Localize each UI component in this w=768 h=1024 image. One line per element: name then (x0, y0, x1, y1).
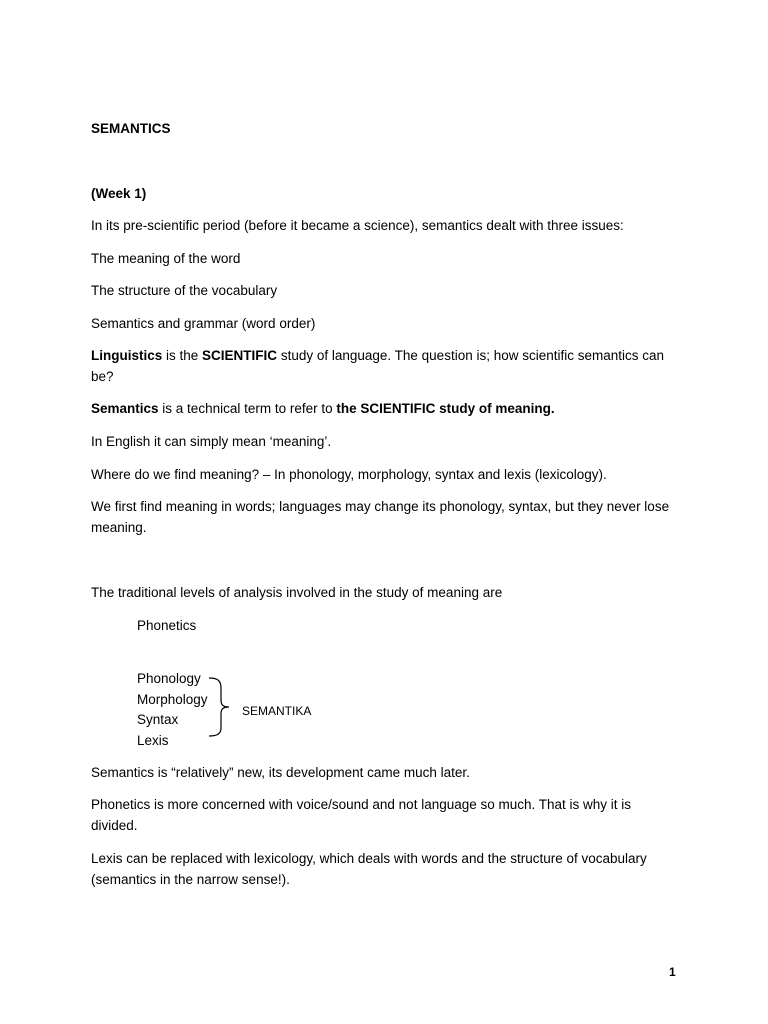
semantics-text-mid: is a technical term to refer to (158, 401, 337, 416)
linguistics-term: Linguistics (91, 348, 163, 363)
level-morphology: Morphology (137, 692, 208, 707)
issue-item: Semantics and grammar (word order) (91, 316, 316, 331)
lexis-replaced-paragraph: Lexis can be replaced with lexicology, which deals with words and the structure of vocabulary (semantics in the narrow sense!). (91, 851, 647, 887)
semantics-definition-paragraph (91, 398, 681, 419)
traditional-levels-paragraph: The traditional levels of analysis involved in the study of meaning are (91, 585, 503, 600)
curly-brace-icon (207, 672, 237, 742)
semantika-label: SEMANTIKA (242, 704, 312, 718)
level-phonetics: Phonetics (137, 618, 197, 633)
intro-paragraph: In its pre-scientific period (before it became a science), semantics dealt with three issues: (91, 218, 624, 233)
first-find-paragraph: We first find meaning in words; languages may change its phonology, syntax, but they never lose meaning. (91, 499, 670, 535)
document-title: SEMANTICS (91, 121, 171, 136)
where-meaning-paragraph: Where do we find meaning? – In phonology, morphology, syntax and lexis (lexicology). (91, 467, 607, 482)
semantics-term: Semantics (91, 401, 159, 416)
level-lexis: Lexis (137, 733, 169, 748)
week-heading: (Week 1) (91, 186, 147, 201)
page-number: 1 (669, 965, 676, 979)
linguistics-text-rest: study of language. The question is; how scientific semantics can be? (91, 348, 665, 384)
level-phonology: Phonology (137, 671, 201, 686)
linguistics-paragraph (91, 345, 681, 387)
semantics-bold-phrase: the SCIENTIFIC study of meaning. (336, 401, 555, 416)
linguistics-scientific: SCIENTIFIC (202, 348, 278, 363)
issue-item: The meaning of the word (91, 251, 241, 266)
level-syntax: Syntax (137, 712, 179, 727)
phonetics-concerned-paragraph: Phonetics is more concerned with voice/sound and not language so much. That is why it is divided. (91, 797, 632, 833)
linguistics-text-mid: is the (162, 348, 203, 363)
issue-item: The structure of the vocabulary (91, 283, 278, 298)
english-meaning-paragraph: In English it can simply mean ‘meaning’. (91, 434, 332, 449)
relatively-new-paragraph: Semantics is “relatively” new, its development came much later. (91, 765, 470, 780)
